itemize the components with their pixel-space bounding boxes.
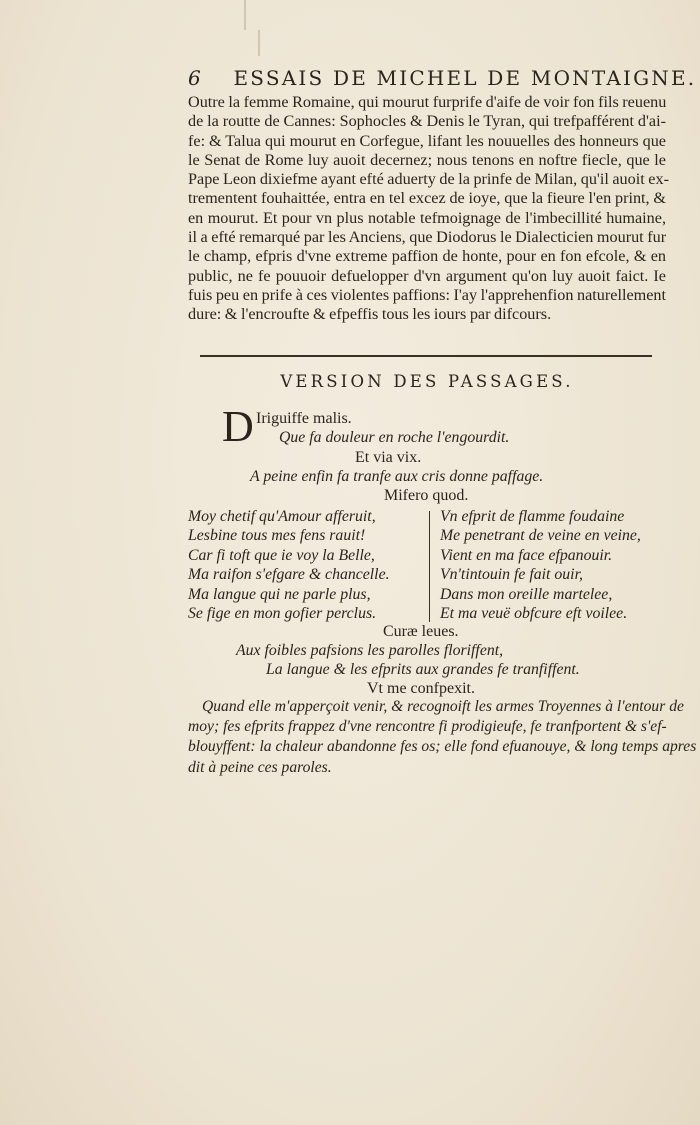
verse-line: Se fige en mon gofier perclus. [188, 605, 377, 623]
running-title: ESSAIS DE MICHEL DE MONTAIGNE. [233, 66, 697, 90]
text-line: fuis peu en prife à ces violentes paffions: I'ay l'apprehenfion naturellement [188, 285, 666, 304]
text-line: Pape Leon dixiefme ayant efté aduerty de la prinfe de Milan, qu'il auoit ex- [188, 170, 669, 189]
stanza-right [440, 507, 641, 623]
french-translation: Aux foibles pafsions les parolles floriffent, [236, 642, 504, 659]
text-line: de la routte de Cannes: Sophocles & Denis le Tyran, qui trefpafférent d'ai- [188, 112, 666, 131]
text-line: moy; fes efprits frappez d'vne rencontre fi prodigieufe, fe tranfportent & s'ef- [188, 718, 667, 736]
french-translation: A peine enfin fa tranfe aux cris donne paffage. [250, 468, 544, 485]
text-line: Quand elle m'apperçoit venir, & recognoift les armes Troyennes à l'entour de [202, 698, 684, 715]
stanza-left [188, 507, 390, 623]
page-number: 6 [188, 66, 203, 90]
text-line: dit à peine ces paroles. [188, 758, 332, 776]
french-translation: La langue & les efprits aux grandes fe tranfiffent. [266, 661, 580, 678]
running-header [188, 66, 697, 90]
verse-line: Et ma veuë obfcure eft voilee. [440, 605, 628, 623]
verse-line: Dans mon oreille martelee, [440, 585, 613, 603]
verse-line: Me penetrant de veine en veine, [440, 527, 641, 545]
verse-line: Lesbine tous mes fens rauit! [188, 527, 366, 545]
verse-line: Vient en ma face efpanouir. [440, 546, 613, 564]
text-line: en mourut. Et pour vn plus notable tefmoignage de l'imbecillité humaine, [188, 208, 666, 227]
verse-line: Vn efprit de flamme foudaine [440, 508, 625, 525]
french-translation: Que fa douleur en roche l'engourdit. [279, 429, 510, 446]
prose-translation [188, 697, 697, 778]
verse-line: Ma langue qui ne parle plus, [188, 585, 371, 603]
verse-line: Car fi toft que ie voy la Belle, [188, 546, 375, 564]
essay-paragraph [188, 93, 669, 325]
page-stain [244, 0, 246, 30]
stanza-separator [429, 511, 430, 622]
text-line: blouyffent: la chaleur abandonne fes os; elle fond efuanouye, & long temps apres [188, 738, 697, 756]
section-title: VERSION DES PASSAGES. [280, 372, 574, 391]
drop-cap: D [222, 402, 254, 451]
text-line: trementent fouhaittée, entra en tel excez de ioye, que la fieure l'en print, & [188, 189, 666, 208]
latin-quote: Mifero quod. [384, 487, 469, 504]
verse-line: Moy chetif qu'Amour afferuit, [188, 508, 376, 525]
text-line: public, ne fe pouuoir defuelopper d'vn argument qu'on luy auoit faict. Ie [188, 266, 666, 285]
verse-line: Ma raifon s'efgare & chancelle. [188, 566, 390, 584]
page-stain [258, 30, 260, 56]
section-divider [200, 355, 652, 357]
latin-quote: Vt me confpexit. [367, 680, 475, 697]
text-line: dure: & l'encroufte & efpeffis tous les iours par difcours. [188, 305, 552, 324]
latin-quote: Curæ leues. [383, 623, 459, 640]
text-line: Outre la femme Romaine, qui mourut furprife d'aife de voir fon fils reuenu [188, 93, 667, 111]
latin-quote: Iriguiffe malis. [256, 410, 352, 427]
text-line: fe: & Talua qui mourut en Corfegue, lifant les nouuelles des honneurs que [188, 131, 666, 150]
verse-line: Vn'tintouin fe fait ouir, [440, 566, 583, 584]
text-line: le Senat de Rome luy auoit decernez; nous tenons en noftre fiecle, que le [188, 150, 666, 169]
text-line: il a efté remarqué par les Anciens, que Diodorus le Dialecticien mourut fur [188, 228, 667, 247]
text-line: le champ, efpris d'vne extreme paffion de honte, pour en fon efcole, & en [188, 247, 666, 266]
latin-quote: Et via vix. [355, 449, 422, 466]
